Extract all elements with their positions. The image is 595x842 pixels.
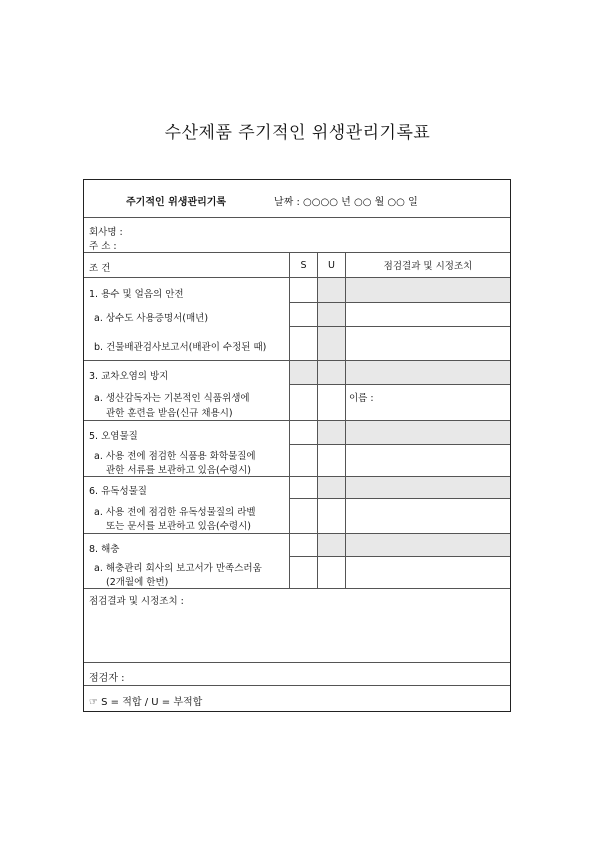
result-notes-area[interactable]: [84, 589, 510, 663]
item-1b-label: b. 건물배관검사보고서(배관이 수정된 때): [94, 342, 267, 353]
result-notes-label: 점검결과 및 시정조치 :: [89, 596, 184, 607]
result-cell[interactable]: [345, 385, 510, 420]
s-check-cell[interactable]: [289, 534, 317, 557]
s-check-cell[interactable]: [289, 421, 317, 445]
column-result: 점검결과 및 시정조치: [345, 253, 510, 277]
section-1-heading: 1. 용수 및 얼음의 안전: [89, 289, 184, 300]
inspector-row[interactable]: [84, 663, 510, 686]
column-header-row: [84, 253, 510, 278]
date-field[interactable]: 날짜 : ○○○○ 년 ○○ 월 ○○ 일: [274, 197, 418, 208]
u-check-cell[interactable]: [317, 385, 345, 420]
s-check-cell[interactable]: [289, 385, 317, 420]
result-cell[interactable]: [345, 499, 510, 533]
section-3-heading-row: [84, 361, 510, 385]
u-check-cell[interactable]: [317, 445, 345, 476]
company-info-row: [84, 218, 510, 253]
item-1a-label: a. 상수도 사용증명서(매년): [94, 313, 209, 324]
section-6-heading-row: [84, 477, 510, 499]
u-check-cell[interactable]: [317, 499, 345, 533]
result-cell[interactable]: [345, 557, 510, 588]
result-cell[interactable]: [345, 361, 510, 385]
section-5-heading: 5. 오염물질: [89, 431, 138, 442]
result-cell[interactable]: [345, 303, 510, 327]
hygiene-record-form: [83, 179, 511, 712]
u-check-cell[interactable]: [317, 477, 345, 499]
item-6a-label-line2: 또는 문서를 보관하고 있음(수령시): [106, 521, 251, 532]
s-check-cell[interactable]: [289, 361, 317, 385]
u-check-cell[interactable]: [317, 557, 345, 588]
page-title: 수산제품 주기적인 위생관리기록표: [164, 123, 431, 143]
trainee-name-label: 이름 :: [349, 393, 374, 404]
section-3-heading: 3. 교차오염의 방지: [89, 371, 169, 382]
s-check-cell[interactable]: [289, 477, 317, 499]
s-check-cell[interactable]: [289, 303, 317, 327]
column-condition: 조 건: [89, 263, 111, 274]
s-check-cell[interactable]: [289, 557, 317, 588]
section-8a-row: [84, 557, 510, 589]
result-cell[interactable]: [345, 445, 510, 476]
section-5a-row: [84, 445, 510, 477]
s-check-cell[interactable]: [289, 499, 317, 533]
u-check-cell[interactable]: [317, 278, 345, 303]
record-title: 주기적인 위생관리기록: [126, 197, 227, 208]
section-8-heading: 8. 해충: [89, 544, 120, 555]
item-6a-label-line1: a. 사용 전에 점검한 유독성물질의 라벨: [94, 507, 256, 518]
inspector-label: 점검자 :: [89, 673, 125, 684]
item-8a-label-line2: (2개월에 한번): [106, 577, 169, 588]
result-cell[interactable]: [345, 327, 510, 360]
section-3a-row: [84, 385, 510, 421]
header-row: [84, 180, 510, 218]
column-u: U: [317, 253, 345, 277]
result-cell[interactable]: [345, 421, 510, 445]
section-6-heading: 6. 유독성물질: [89, 486, 147, 497]
legend-text: ☞ S = 적합 / U = 부적합: [89, 697, 203, 708]
u-check-cell[interactable]: [317, 361, 345, 385]
company-name-field[interactable]: 회사명 :: [89, 227, 123, 238]
u-check-cell[interactable]: [317, 303, 345, 327]
item-3a-label-line1: a. 생산감독자는 기본적인 식품위생에: [94, 393, 250, 404]
s-check-cell[interactable]: [289, 278, 317, 303]
item-5a-label-line1: a. 사용 전에 점검한 식품용 화학물질에: [94, 451, 256, 462]
legend-row: [84, 686, 510, 711]
result-cell[interactable]: [345, 477, 510, 499]
result-cell[interactable]: [345, 278, 510, 303]
s-check-cell[interactable]: [289, 327, 317, 360]
section-8-heading-row: [84, 534, 510, 557]
item-3a-label-line2: 관한 훈련을 받음(신규 채용시): [106, 408, 233, 419]
address-field[interactable]: 주 소 :: [89, 241, 117, 252]
section-1a-row: [84, 303, 510, 327]
result-cell[interactable]: [345, 534, 510, 557]
s-check-cell[interactable]: [289, 445, 317, 476]
section-1b-row: [84, 327, 510, 361]
column-s: S: [289, 253, 317, 277]
item-5a-label-line2: 관한 서류를 보관하고 있음(수령시): [106, 465, 251, 476]
u-check-cell[interactable]: [317, 421, 345, 445]
section-6a-row: [84, 499, 510, 534]
section-5-heading-row: [84, 421, 510, 445]
u-check-cell[interactable]: [317, 327, 345, 360]
section-1-heading-row: [84, 278, 510, 303]
u-check-cell[interactable]: [317, 534, 345, 557]
item-8a-label-line1: a. 해충관리 회사의 보고서가 만족스러움: [94, 563, 262, 574]
